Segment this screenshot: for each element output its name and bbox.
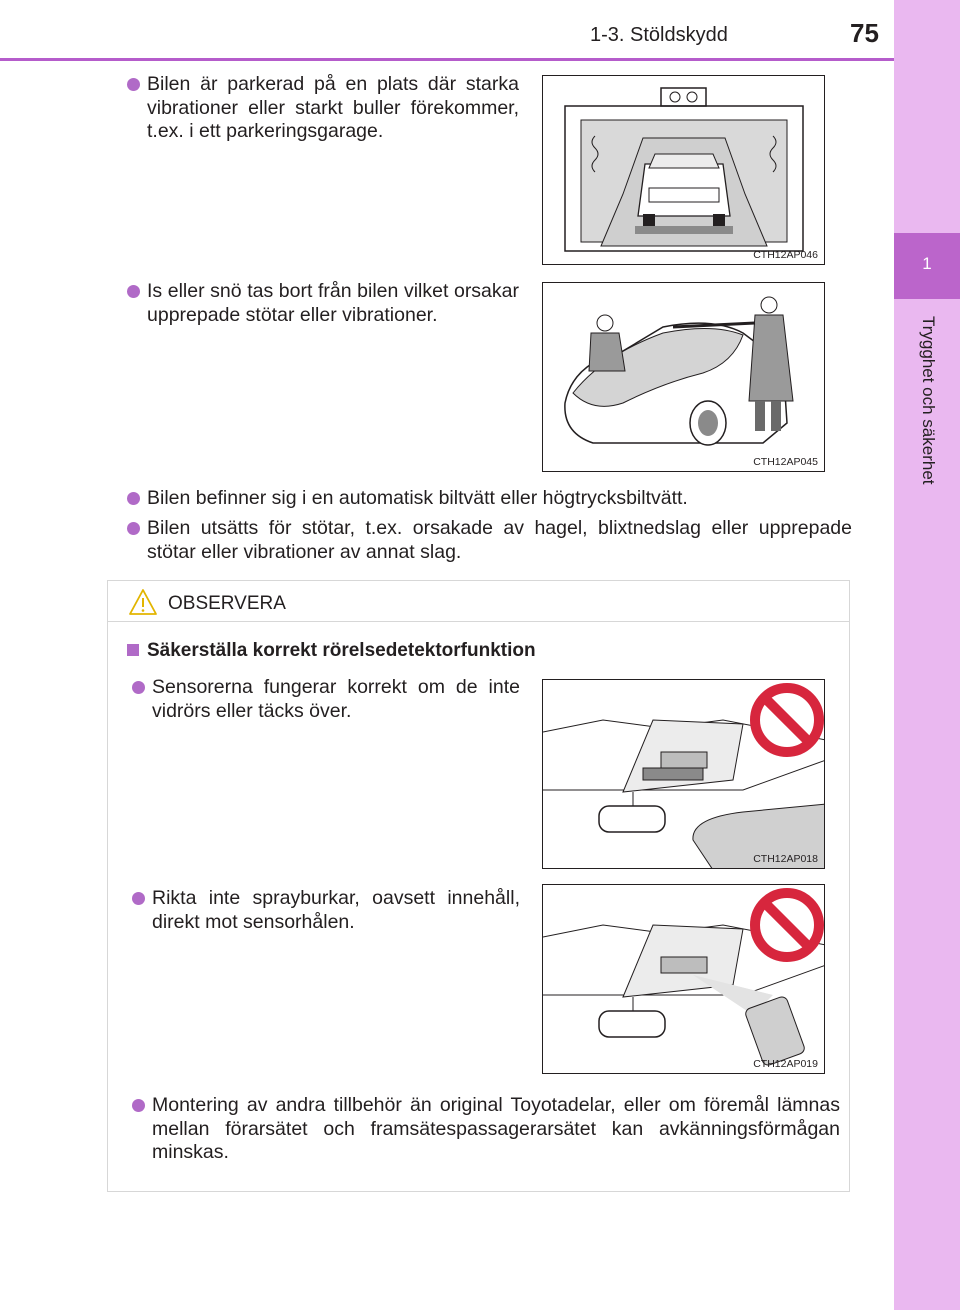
bullet-dot-icon xyxy=(127,492,140,505)
bullet-dot-icon xyxy=(127,285,140,298)
square-bullet-icon xyxy=(127,644,139,656)
chapter-title: Trygghet och säkerhet xyxy=(919,316,938,485)
bullet-text: Is eller snö tas bort från bilen vilket orsakar upprepade stötar eller vibrationer. xyxy=(147,280,519,326)
bullet-text: Bilen är parkerad på en plats där starka vibrationer eller starkt buller förekommer, t.ex. i ett parkeringsgarage. xyxy=(147,73,519,142)
header-divider xyxy=(0,58,894,61)
spray-sensor-prohibited-illustration xyxy=(543,885,825,1074)
caution-title: OBSERVERA xyxy=(168,593,286,614)
bullet-text: Bilen befinner sig i en automatisk biltvätt eller högtrycksbiltvätt. xyxy=(147,487,688,509)
figure-snow-removal xyxy=(542,282,825,472)
chapter-title-container xyxy=(896,316,956,536)
caution-header xyxy=(108,581,849,622)
bullet-dot-icon xyxy=(127,78,140,91)
caution-subheading xyxy=(127,640,536,662)
bullet-dot-icon xyxy=(132,1099,145,1112)
figure-parking-garage xyxy=(542,75,825,265)
bullet-item-impacts xyxy=(127,517,852,564)
bullet-item-car-wash xyxy=(127,487,852,511)
figure-sensor-covered xyxy=(542,679,825,869)
figure-code: CTH12AP046 xyxy=(753,249,818,261)
caution-subheading-text: Säkerställa korrekt rörelsedetektorfunktion xyxy=(147,640,536,661)
bullet-dot-icon xyxy=(132,681,145,694)
bullet-text: Montering av andra tillbehör än original Toyotadelar, eller om föremål lämnas mellan förarsätet och framsätespassagerarsätet kan avkänningsförmågan minskas. xyxy=(152,1094,840,1163)
parking-garage-illustration xyxy=(543,76,825,265)
warning-triangle-icon xyxy=(128,588,158,621)
figure-code: CTH12AP018 xyxy=(753,853,818,865)
caution-item-accessories xyxy=(132,1094,840,1165)
snow-removal-illustration xyxy=(543,283,825,472)
figure-code: CTH12AP019 xyxy=(753,1058,818,1070)
bullet-dot-icon xyxy=(132,892,145,905)
bullet-text: Bilen utsätts för stötar, t.ex. orsakade av hagel, blixtnedslag eller upprepade stötar eller vibrationer av annat slag. xyxy=(147,517,852,563)
figure-code: CTH12AP045 xyxy=(753,456,818,468)
caution-item-no-spray xyxy=(132,887,520,934)
bullet-dot-icon xyxy=(127,522,140,535)
figure-spray-sensor xyxy=(542,884,825,1074)
bullet-text: Rikta inte sprayburkar, oavsett innehåll, direkt mot sensorhålen. xyxy=(152,887,520,933)
chapter-side-tab xyxy=(894,0,960,1310)
bullet-item-snow-removal xyxy=(127,280,519,327)
bullet-text: Sensorerna fungerar korrekt om de inte vidrörs eller täcks över. xyxy=(152,676,520,722)
page-number: 75 xyxy=(850,18,879,48)
caution-item-sensor-covered xyxy=(132,676,520,723)
bullet-item-parking-garage xyxy=(127,73,519,144)
section-title: 1-3. Stöldskydd xyxy=(590,24,728,46)
chapter-number: 1 xyxy=(922,254,932,273)
covered-sensor-prohibited-illustration xyxy=(543,680,825,869)
